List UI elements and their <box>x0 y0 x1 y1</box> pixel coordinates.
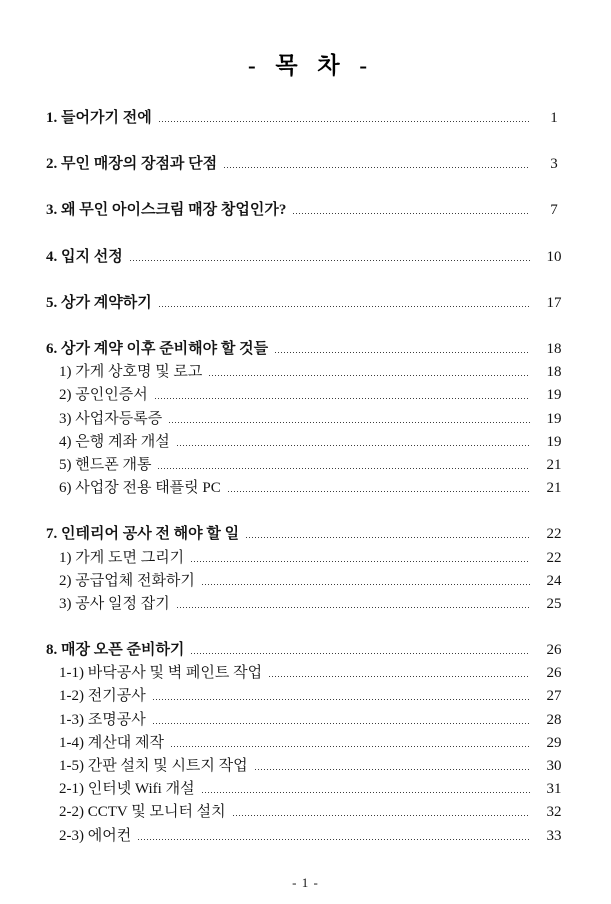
toc-entry-page: 32 <box>546 804 562 821</box>
toc-subentry <box>46 801 571 824</box>
toc-entry-page: 19 <box>546 433 562 450</box>
dotted-leader <box>177 593 530 616</box>
toc-section <box>46 639 571 848</box>
toc-entry <box>46 246 571 269</box>
toc-subentry <box>46 825 571 848</box>
toc-entry-label: 2-2) CCTV 및 모니터 설치 <box>59 804 226 821</box>
toc-entry-label: 2) 공급업체 전화하기 <box>59 572 195 589</box>
toc-subentry <box>46 408 571 431</box>
toc-subentry <box>46 546 571 569</box>
toc-entry-page: 21 <box>546 480 562 497</box>
dotted-leader <box>269 662 530 685</box>
dotted-leader <box>246 523 530 546</box>
toc-entry <box>46 292 571 315</box>
toc-entry-label: 2-1) 인터넷 Wifi 개설 <box>59 781 195 798</box>
toc-entry-page: 1 <box>550 110 558 127</box>
dotted-leader <box>138 825 530 848</box>
page-footer: - 1 - <box>292 875 319 890</box>
toc-entry-label: 5) 핸드폰 개통 <box>59 456 152 473</box>
toc-entry-page: 26 <box>546 642 562 659</box>
toc-entry-page: 31 <box>546 781 562 798</box>
toc-entry-page: 18 <box>546 341 562 358</box>
toc-entry-page: 3 <box>550 156 558 173</box>
toc-subentry <box>46 454 571 477</box>
toc-entry-page: 18 <box>546 364 562 381</box>
dotted-leader <box>155 384 530 407</box>
toc-subentry <box>46 685 571 708</box>
toc-entry-page: 19 <box>546 387 562 404</box>
toc-section <box>46 199 571 222</box>
toc-subentry <box>46 662 571 685</box>
toc-entry-label: 6) 사업장 전용 태플릿 PC <box>59 480 221 497</box>
toc-entry-page: 29 <box>546 734 562 751</box>
dotted-leader <box>293 199 530 222</box>
toc-entry-label: 3) 공사 일정 잡기 <box>59 595 170 612</box>
toc-entry <box>46 639 571 662</box>
toc-entry-page: 17 <box>546 294 562 311</box>
dotted-leader <box>158 454 530 477</box>
toc-entry-label: 6. 상가 계약 이후 준비해야 할 것들 <box>46 341 269 358</box>
toc-entry-page: 26 <box>546 665 562 682</box>
toc-entry <box>46 338 571 361</box>
toc-entry-label: 7. 인테리어 공사 전 해야 할 일 <box>46 526 240 543</box>
toc-entry-label: 1-5) 간판 설치 및 시트지 작업 <box>59 758 248 775</box>
dotted-leader <box>233 801 530 824</box>
toc-subentry <box>46 593 571 616</box>
toc-subentry <box>46 361 571 384</box>
dotted-leader <box>255 755 530 778</box>
dotted-leader <box>224 153 530 176</box>
toc-subentry <box>46 778 571 801</box>
toc-entry-label: 1-4) 계산대 제작 <box>59 734 164 751</box>
toc-entry <box>46 199 571 222</box>
dotted-leader <box>228 477 530 500</box>
toc-list <box>46 107 571 848</box>
dotted-leader <box>153 685 530 708</box>
toc-subentry <box>46 384 571 407</box>
toc-subentry <box>46 755 571 778</box>
toc-entry-label: 1-2) 전기공사 <box>59 688 146 705</box>
toc-section <box>46 153 571 176</box>
dotted-leader <box>153 709 530 732</box>
toc-entry-label: 4. 입지 선정 <box>46 248 123 265</box>
toc-entry <box>46 107 571 130</box>
toc-entry-label: 1-3) 조명공사 <box>59 711 146 728</box>
toc-subentry <box>46 732 571 755</box>
toc-section <box>46 338 571 500</box>
toc-entry-label: 8. 매장 오픈 준비하기 <box>46 642 185 659</box>
toc-entry-page: 22 <box>546 549 562 566</box>
toc-entry <box>46 153 571 176</box>
toc-subentry <box>46 570 571 593</box>
dotted-leader <box>159 292 530 315</box>
toc-subentry <box>46 431 571 454</box>
toc-entry-label: 3) 사업자등록증 <box>59 410 163 427</box>
dotted-leader <box>202 778 530 801</box>
toc-subentry <box>46 477 571 500</box>
dotted-leader <box>209 361 530 384</box>
toc-entry-page: 25 <box>546 595 562 612</box>
toc-entry-page: 7 <box>550 202 558 219</box>
page-title: - 목 차 - <box>247 53 369 78</box>
toc-entry-page: 21 <box>546 456 562 473</box>
toc-entry-page: 33 <box>546 827 562 844</box>
toc-entry-label: 5. 상가 계약하기 <box>46 294 152 311</box>
dotted-leader <box>191 639 530 662</box>
toc-entry-page: 10 <box>546 248 562 265</box>
dotted-leader <box>177 431 530 454</box>
toc-entry-page: 24 <box>546 572 562 589</box>
toc-entry-label: 1. 들어가기 전에 <box>46 110 152 127</box>
toc-entry-label: 2-3) 에어컨 <box>59 827 132 844</box>
toc-section <box>46 292 571 315</box>
toc-entry-page: 28 <box>546 711 562 728</box>
toc-entry-label: 2) 공인인증서 <box>59 387 148 404</box>
dotted-leader <box>191 547 530 570</box>
dotted-leader <box>169 408 530 431</box>
toc-subentry <box>46 709 571 732</box>
toc-section <box>46 107 571 130</box>
dotted-leader <box>275 338 530 361</box>
toc-entry-page: 27 <box>546 688 562 705</box>
toc-entry <box>46 523 571 546</box>
dotted-leader <box>171 732 530 755</box>
toc-section <box>46 246 571 269</box>
dotted-leader <box>202 570 530 593</box>
toc-entry-page: 30 <box>546 758 562 775</box>
toc-entry-label: 2. 무인 매장의 장점과 단점 <box>46 156 218 173</box>
toc-entry-label: 1) 가게 도면 그리기 <box>59 549 185 566</box>
toc-entry-label: 1-1) 바닥공사 및 벽 페인트 작업 <box>59 665 263 682</box>
toc-entry-label: 3. 왜 무인 아이스크림 매장 창업인가? <box>46 202 287 219</box>
toc-entry-page: 19 <box>546 410 562 427</box>
dotted-leader <box>130 246 530 269</box>
dotted-leader <box>159 107 530 130</box>
toc-entry-page: 22 <box>546 526 562 543</box>
toc-entry-label: 1) 가게 상호명 및 로고 <box>59 364 203 381</box>
toc-section <box>46 523 571 616</box>
toc-entry-label: 4) 은행 계좌 개설 <box>59 433 170 450</box>
